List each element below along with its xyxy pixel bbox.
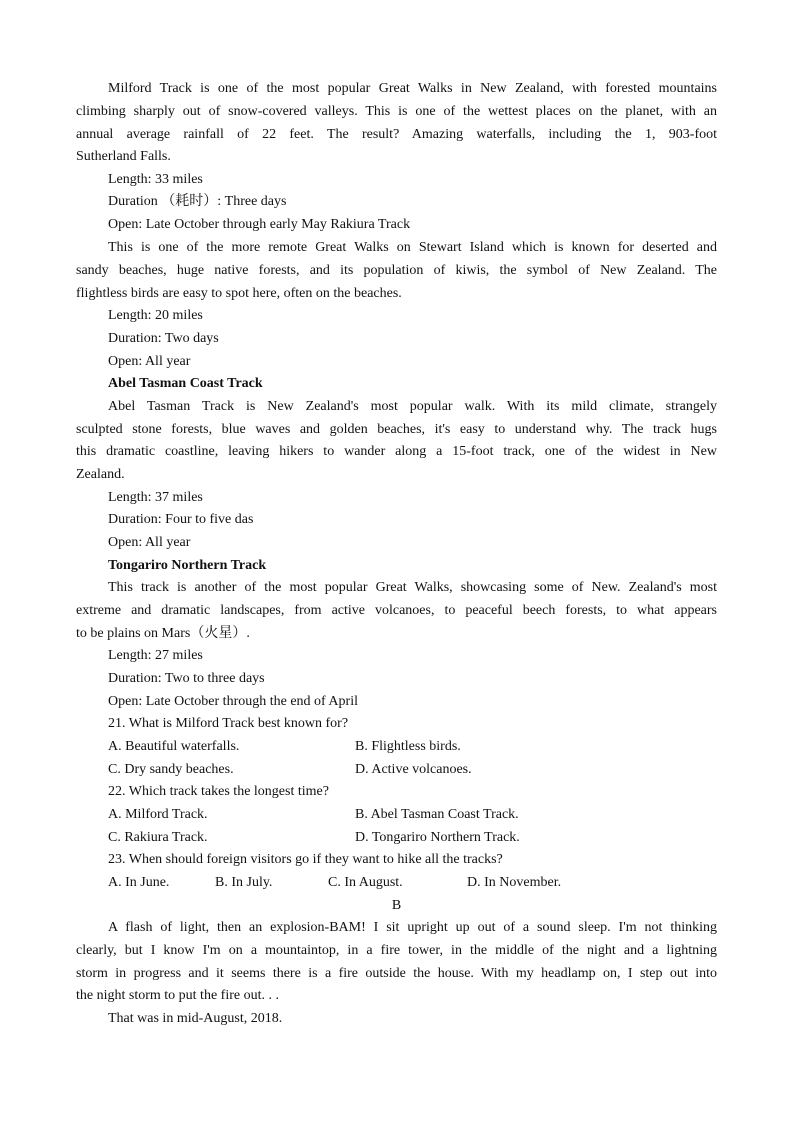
question-21-stem: 21. What is Milford Track best known for? xyxy=(108,716,349,731)
question-22-option-b: B. Abel Tasman Coast Track. xyxy=(355,807,519,822)
abel-duration: Duration: Four to five das xyxy=(108,512,254,527)
question-22-option-d: D. Tongariro Northern Track. xyxy=(355,830,520,845)
question-21-option-c: C. Dry sandy beaches. xyxy=(108,762,234,777)
rakiura-intro-line-2: sandy beaches, huge native forests, and its population of kiwis, the symbol of New Zealand. The xyxy=(76,263,717,278)
rakiura-intro-line-1: This is one of the more remote Great Walks on Stewart Island which is known for deserted and xyxy=(108,240,717,255)
question-21-option-a: A. Beautiful waterfalls. xyxy=(108,739,240,754)
question-23-option-c: C. In August. xyxy=(328,875,403,890)
tongariro-heading: Tongariro Northern Track xyxy=(108,558,267,573)
rakiura-length: Length: 20 miles xyxy=(108,308,203,323)
tongariro-length: Length: 27 miles xyxy=(108,648,203,663)
question-23-option-b: B. In July. xyxy=(215,875,273,890)
section-b-para1-line-3: storm in progress and it seems there is a fire outside the house. With my headlamp on, I step out into xyxy=(76,966,717,981)
abel-open: Open: All year xyxy=(108,535,191,550)
rakiura-open: Open: All year xyxy=(108,354,191,369)
question-23-option-a: A. In June. xyxy=(108,875,170,890)
rakiura-intro-line-3: flightless birds are easy to spot here, often on the beaches. xyxy=(76,286,402,301)
tongariro-intro-line-3: to be plains on Mars（火星）. xyxy=(76,626,250,641)
question-22-option-c: C. Rakiura Track. xyxy=(108,830,208,845)
question-21-option-d: D. Active volcanoes. xyxy=(355,762,472,777)
section-b-para1-line-1: A flash of light, then an explosion-BAM! I sit upright up out of a sound sleep. I'm not thinking xyxy=(108,920,717,935)
milford-intro-line-1: Milford Track is one of the most popular Great Walks in New Zealand, with forested mountains xyxy=(108,81,717,96)
tongariro-duration: Duration: Two to three days xyxy=(108,671,265,686)
question-23-stem: 23. When should foreign visitors go if they want to hike all the tracks? xyxy=(108,852,503,867)
abel-length: Length: 37 miles xyxy=(108,490,203,505)
rakiura-duration: Duration: Two days xyxy=(108,331,219,346)
section-b-para1-line-2: clearly, but I know I'm on a mountaintop, in a fire tower, in the middle of the night and a lightning xyxy=(76,943,717,958)
section-b-heading: B xyxy=(391,898,402,913)
abel-intro-line-1: Abel Tasman Track is New Zealand's most popular walk. With its mild climate, strangely xyxy=(108,399,717,414)
section-b-para1-line-4: the night storm to put the fire out. . . xyxy=(76,988,279,1003)
question-21-option-b: B. Flightless birds. xyxy=(355,739,461,754)
abel-intro-line-4: Zealand. xyxy=(76,467,125,482)
question-23-option-d: D. In November. xyxy=(467,875,562,890)
tongariro-intro-line-2: extreme and dramatic landscapes, from active volcanoes, to peaceful beech forests, to what appears xyxy=(76,603,717,618)
abel-intro-line-3: this dramatic coastline, leaving hikers to wander along a 15-foot track, one of the widest in New xyxy=(76,444,717,459)
milford-open: Open: Late October through early May Rakiura Track xyxy=(108,217,411,232)
tongariro-intro-line-1: This track is another of the most popular Great Walks, showcasing some of New. Zealand's most xyxy=(108,580,717,595)
question-22-stem: 22. Which track takes the longest time? xyxy=(108,784,329,799)
milford-length: Length: 33 miles xyxy=(108,172,203,187)
milford-intro-line-2: climbing sharply out of snow-covered valleys. This is one of the wettest places on the planet, with an xyxy=(76,104,717,119)
milford-intro-line-3: annual average rainfall of 22 feet. The result? Amazing waterfalls, including the 1, 903-foot xyxy=(76,127,717,142)
section-b-para2: That was in mid-August, 2018. xyxy=(108,1011,283,1026)
milford-intro-line-4: Sutherland Falls. xyxy=(76,149,171,164)
milford-duration: Duration （耗时）: Three days xyxy=(108,194,287,209)
tongariro-open: Open: Late October through the end of April xyxy=(108,694,358,709)
question-22-option-a: A. Milford Track. xyxy=(108,807,208,822)
abel-heading: Abel Tasman Coast Track xyxy=(108,376,263,391)
abel-intro-line-2: sculpted stone forests, blue waves and golden beaches, it's easy to understand why. The track hugs xyxy=(76,422,717,437)
